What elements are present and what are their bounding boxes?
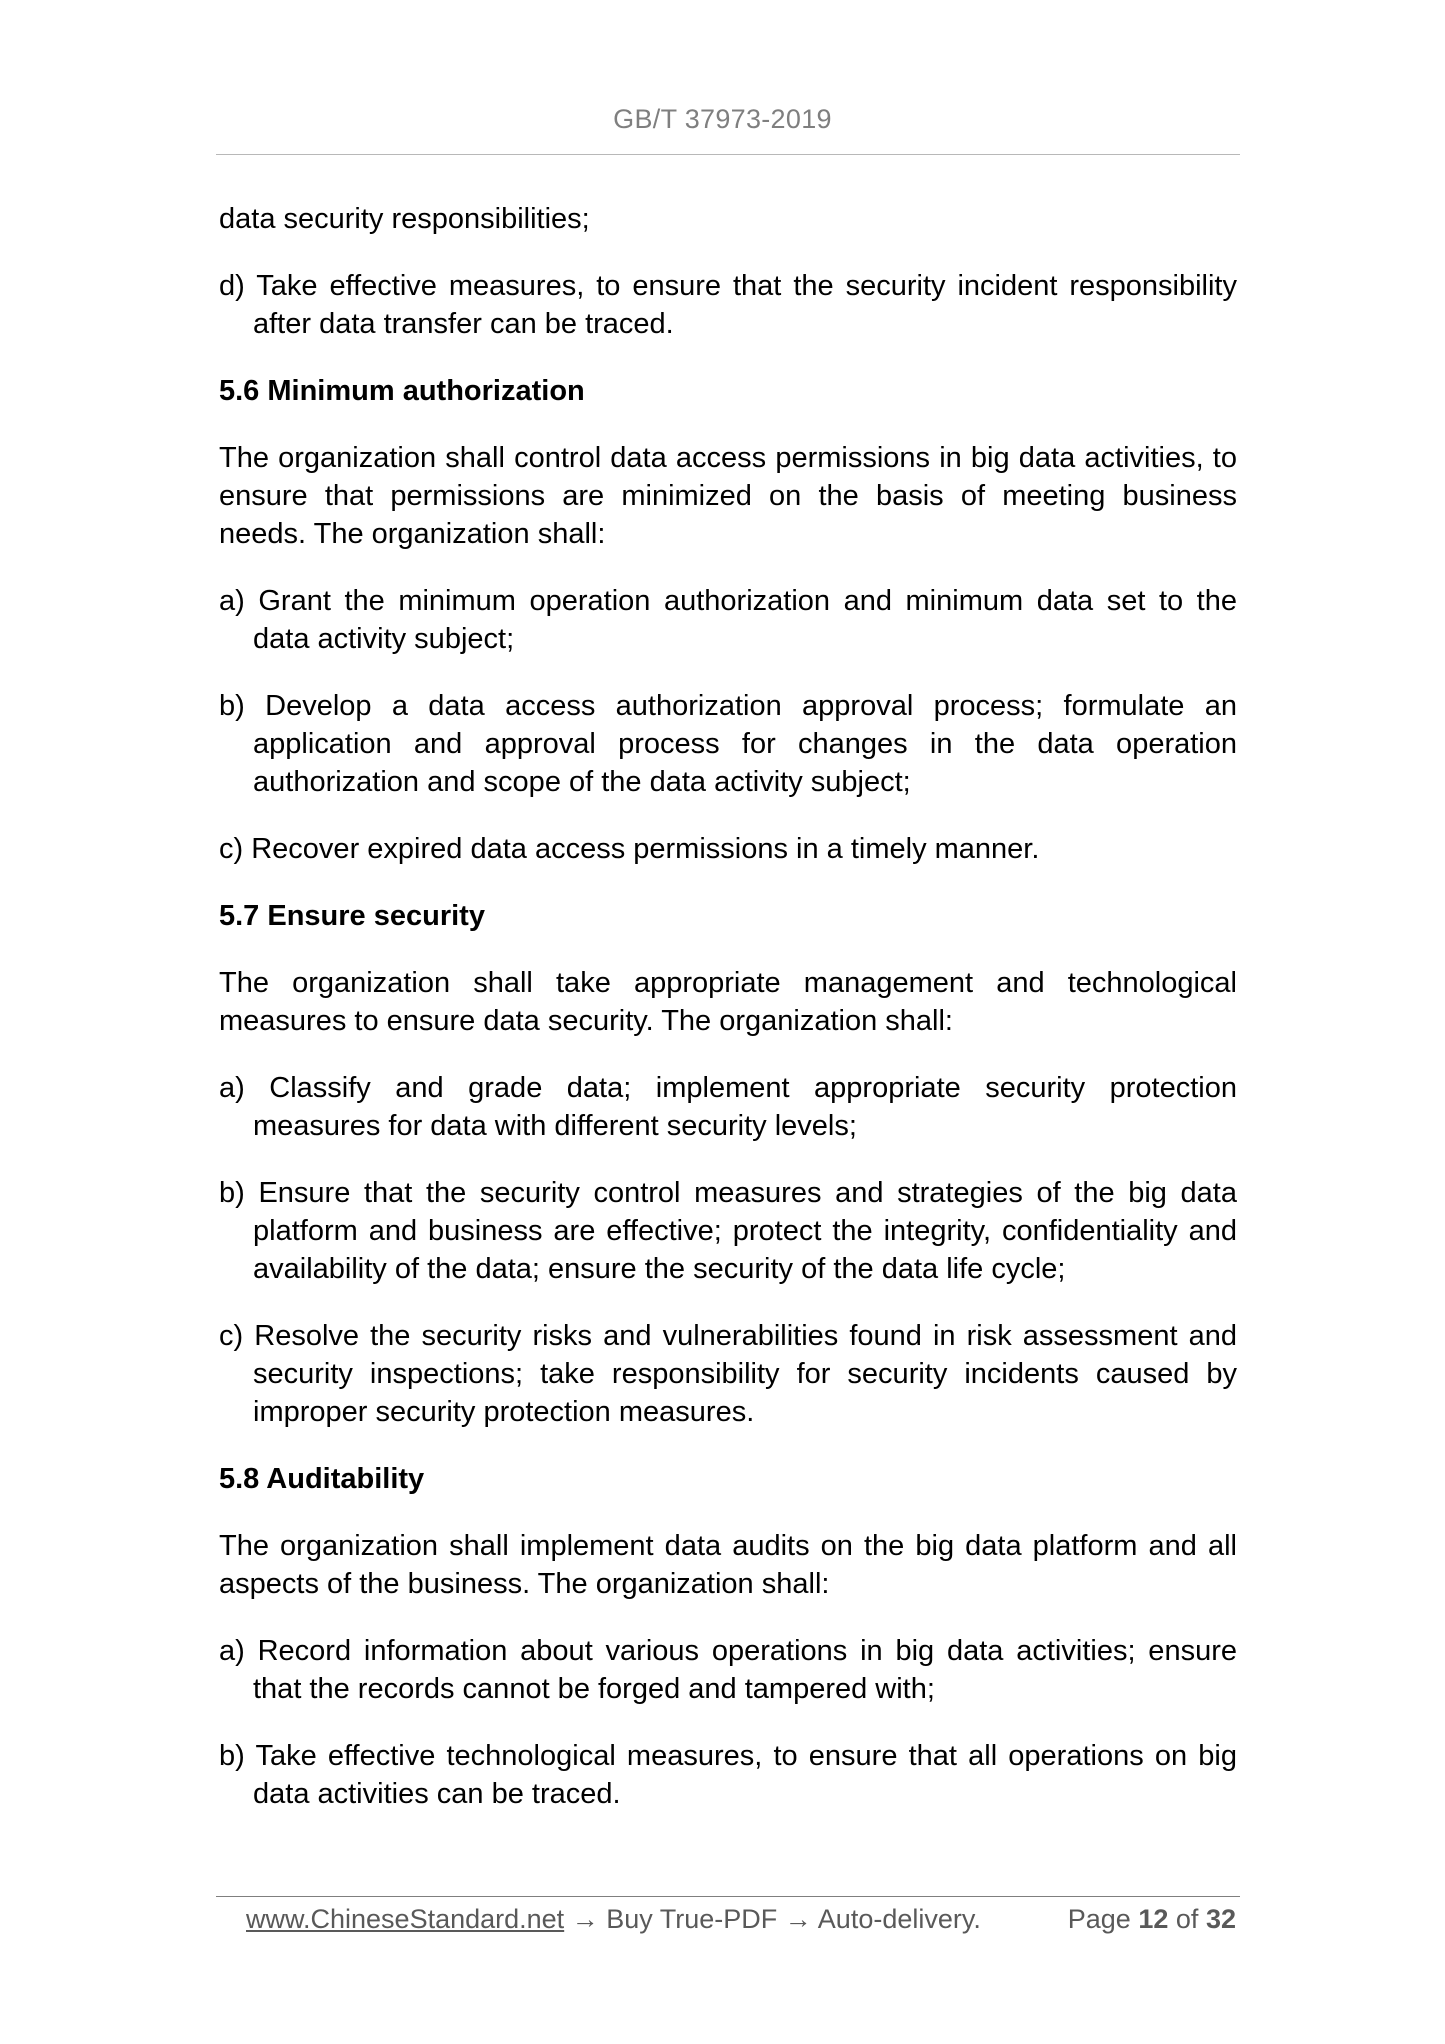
arrow-icon: →: [784, 1904, 812, 1934]
item-text: Resolve the security risks and vulnerabilities found in risk assessment and security inspections; take responsibility for security incidents caused by improper security protection measures.: [253, 1320, 1237, 1428]
page-number: [1068, 1904, 1236, 1935]
item-marker: a): [219, 1072, 245, 1104]
item-text: Ensure that the security control measures and strategies of the big data platform and business are effective; protect the integrity, confidentiality and availability of the data; ensure the security of the data life cycle;: [253, 1177, 1237, 1285]
item-marker: a): [219, 1635, 245, 1667]
item-marker: b): [219, 690, 245, 722]
list-item: [219, 1174, 1237, 1288]
section-heading-5-6: 5.6 Minimum authorization: [219, 375, 585, 407]
item-marker: a): [219, 585, 245, 617]
item-text: Take effective technological measures, to ensure that all operations on big data activities can be traced.: [253, 1740, 1237, 1810]
arrow-icon: →: [571, 1904, 599, 1934]
list-item: [219, 1737, 1237, 1813]
item-marker: b): [219, 1177, 245, 1209]
page-footer: [246, 1904, 1236, 1944]
list-item: [219, 267, 1237, 343]
item-text: Take effective measures, to ensure that the security incident responsibility after data transfer can be traced.: [253, 270, 1237, 340]
auto-delivery-text: Auto-delivery.: [817, 1904, 981, 1934]
website-link[interactable]: www.ChineseStandard.net: [246, 1904, 565, 1934]
section-heading-5-8: 5.8 Auditability: [219, 1463, 425, 1495]
header-divider: [216, 154, 1240, 155]
buy-true-pdf-text: Buy True-PDF: [606, 1904, 778, 1934]
page-content: [219, 200, 1237, 1842]
section-intro-5-8: The organization shall implement data audits on the big data platform and all aspects of the business. The organization shall:: [219, 1530, 1237, 1600]
footer-promo: [246, 1904, 981, 1935]
list-item: [219, 830, 1237, 868]
current-page: 12: [1138, 1904, 1169, 1934]
list-item: [219, 582, 1237, 658]
list-item: [219, 1317, 1237, 1431]
item-marker: c): [219, 1320, 244, 1352]
total-pages: 32: [1205, 1904, 1236, 1934]
section-intro-5-6: The organization shall control data access permissions in big data activities, to ensure that permissions are minimized on the basis of meeting business needs. The organization shall:: [219, 442, 1237, 550]
list-item: [219, 1632, 1237, 1708]
list-item: [219, 1069, 1237, 1145]
section-intro-5-7: The organization shall take appropriate management and technological measures to ensure data security. The organization shall:: [219, 967, 1237, 1037]
list-item: [219, 687, 1237, 801]
item-marker: d): [219, 270, 245, 302]
footer-divider: [216, 1896, 1240, 1897]
item-text: Grant the minimum operation authorization and minimum data set to the data activity subject;: [253, 585, 1237, 655]
item-text: Recover expired data access permissions in a timely manner.: [251, 833, 1040, 865]
item-marker: b): [219, 1740, 245, 1772]
item-text: Record information about various operations in big data activities; ensure that the records cannot be forged and tampered with;: [253, 1635, 1237, 1705]
standard-code-header: GB/T 37973-2019: [613, 104, 832, 134]
item-text: Classify and grade data; implement appropriate security protection measures for data with different security levels;: [253, 1072, 1237, 1142]
page-label: Page: [1067, 1904, 1131, 1934]
item-marker: c): [219, 833, 244, 865]
carryover-line: data security responsibilities;: [219, 203, 590, 235]
of-label: of: [1175, 1904, 1199, 1934]
section-heading-5-7: 5.7 Ensure security: [219, 900, 485, 932]
item-text: Develop a data access authorization approval process; formulate an application and approval process for changes in the data operation authorization and scope of the data activity subject;: [253, 690, 1237, 798]
